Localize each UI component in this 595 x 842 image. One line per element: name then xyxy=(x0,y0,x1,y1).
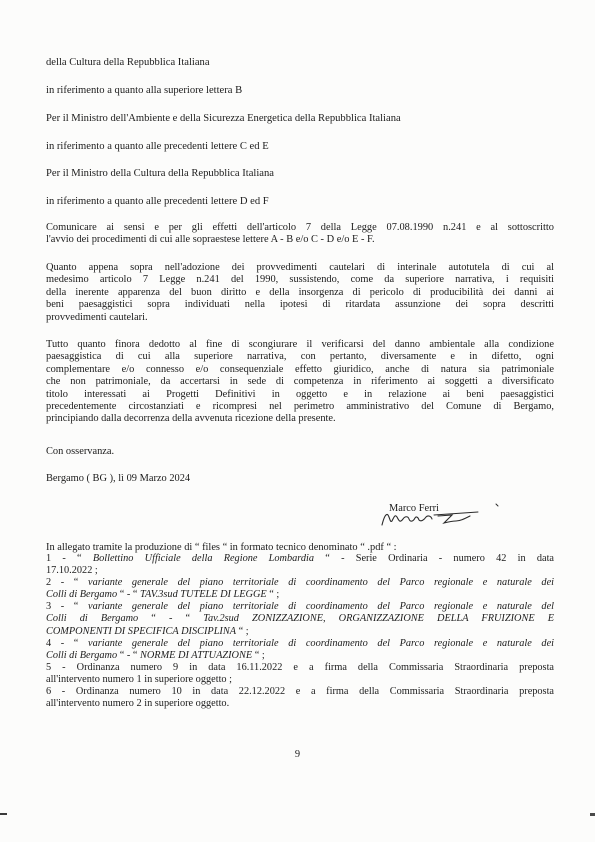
attachment-3-line-1: 3 - “ variante generale del piano territoriale di coordinamento del Parco regionale e naturale del xyxy=(46,601,554,613)
header-line-5: Per il Ministro della Cultura della Repubblica Italiana xyxy=(46,168,274,179)
scan-edge-mark-right xyxy=(590,813,595,816)
header-line-4: in riferimento a quanto alle precedenti lettere C ed E xyxy=(46,141,269,152)
page-number: 9 xyxy=(294,749,301,760)
attachment-3-line-3: COMPONENTI DI SPECIFICA DISCIPLINA “ ; xyxy=(46,625,249,637)
signatory-name: Marco Ferri xyxy=(389,503,439,514)
attachment-1-line-2: 17.10.2022 ; xyxy=(46,565,98,577)
closing-salutation: Con osservanza. xyxy=(46,446,115,457)
attachments-intro: In allegato tramite la produzione di “ files “ in formato tecnico denominato “ .pdf “ : xyxy=(46,542,397,553)
attachments-list xyxy=(46,553,554,710)
paragraph-communication: Comunicare ai sensi e per gli effetti dell'articolo 7 della Legge 07.08.1990 n.241 e al sottoscritto l'avvio dei procedimenti di cui alle sopraestese lettere A - B e/o C - D e/o E - F. xyxy=(46,222,554,246)
attachment-1-line-1: 1 - “ Bollettino Ufficiale della Regione Lombardia “ - Serie Ordinaria - numero 42 in data xyxy=(46,553,554,564)
attachment-3-line-2: Colli di Bergamo “ - “ Tav.2sud ZONIZZAZIONE, ORGANIZZAZIONE DELLA FRUIZIONE E xyxy=(46,613,555,625)
attachment-5-line-1: 5 - Ordinanza numero 9 in data 16.11.2022 e a firma della Commissaria Straordinaria preposta xyxy=(46,661,554,673)
attachment-2-line-2: Colli di Bergamo “ - “ TAV.3sud TUTELE DI LEGGE “ ; xyxy=(46,589,280,601)
header-line-2: in riferimento a quanto alla superiore lettera B xyxy=(46,85,243,96)
header-line-6: in riferimento a quanto alle precedenti lettere D ed F xyxy=(46,196,269,207)
place-and-date: Bergamo ( BG ), lì 09 Marzo 2024 xyxy=(46,473,191,484)
attachment-5-line-2: all'intervento numero 1 in superiore oggetto ; xyxy=(46,673,233,685)
scan-edge-mark-left xyxy=(0,813,7,815)
attachment-4-line-1: 4 - “ variante generale del piano territoriale di coordinamento del Parco regionale e naturale dei xyxy=(46,637,554,649)
header-line-1: della Cultura della Repubblica Italiana xyxy=(46,57,210,68)
handwritten-signature xyxy=(378,499,508,531)
paragraph-environmental-damage: Tutto quanto finora dedotto al fine di scongiurare il verificarsi del danno ambientale alla condizione paesaggistica di cui alla superiore narrativa, con pertanto, diversamente e in difetto, ogni complementare e/o connesso e/o consequenziale effetto giuridico, anche di natura sia patrimoniale che non patrimoniale, da accertarsi in sede di competenza in riferimento ai soggetti a diversificato titolo interessati ai Progetti Definitivi in oggetto e in relazione ai beni paesaggistici precedentemente circostanziati e ricompresi nel perimetro amministrativo del Comune di Bergamo, principiando dalla decorrenza della avvenuta ricezione della presente. xyxy=(46,339,554,425)
attachment-4-line-2: Colli di Bergamo “ - “ NORME DI ATTUAZIONE “ ; xyxy=(46,649,265,661)
paragraph-precautionary: Quanto appena sopra nell'adozione dei provvedimenti cautelari di interinale autotutela di cui al medesimo articolo 7 Legge n.241 del 1990, sussistendo, come da superiore narrativa, i requisiti della inerente apparenza del buon diritto e della insorgenza di pericolo di producibilità dei danni ai beni paesaggistici sopra individuati nella ipotesi di ritardata assunzione dei sopra descritti provvedimenti cautelari. xyxy=(46,262,554,323)
attachment-6-line-2: all'intervento numero 2 in superiore oggetto. xyxy=(46,698,230,710)
attachment-2-line-1: 2 - “ variante generale del piano territoriale di coordinamento del Parco regionale e naturale dei xyxy=(46,577,554,589)
attachment-6-line-1: 6 - Ordinanza numero 10 in data 22.12.2022 e a firma della Commissaria Straordinaria preposta xyxy=(46,686,554,698)
header-line-3: Per il Ministro dell'Ambiente e della Sicurezza Energetica della Repubblica Italiana xyxy=(46,113,401,124)
